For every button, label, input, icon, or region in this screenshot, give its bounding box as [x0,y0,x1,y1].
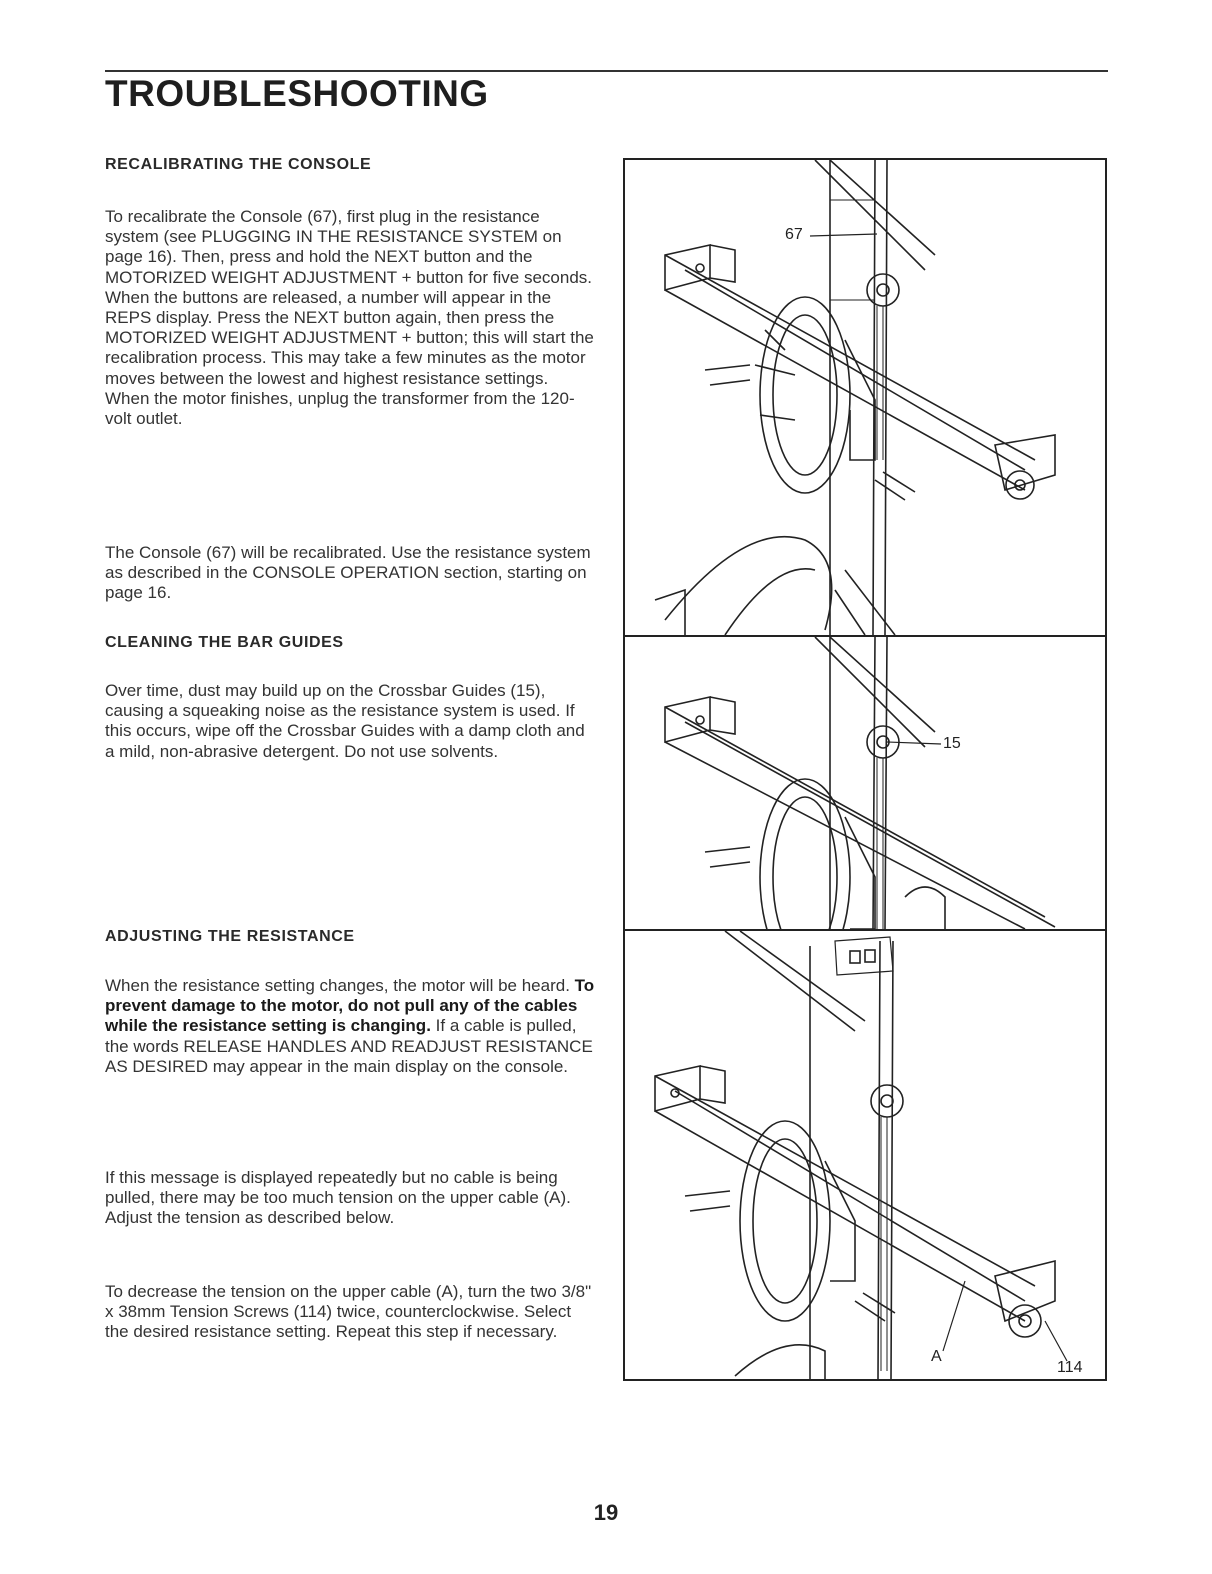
adjusting-paragraph-1 [105,976,595,1077]
adjusting-warning: To prevent damage to the motor, do not pull any of the cables while the resistance setting is changing. [105,976,595,1036]
heading-cleaning: CLEANING THE BAR GUIDES [105,634,344,651]
adjusting-paragraph-1-pre: When the resistance setting changes, the motor will be heard. [105,976,575,995]
adjusting-paragraph-2: If this message is displayed repeatedly but no cable is being pulled, there may be too much tension on the upper cable (A). Adjust the tension as described below. [105,1168,571,1228]
adjusting-paragraph-3: To decrease the tension on the upper cable (A), turn the two 3/8" x 38mm Tension Screws (114) twice, counterclockwise. Select the desired resistance setting. Repeat this step if necessary. [105,1282,592,1342]
bar-guides-illustration [625,637,1105,929]
figure-box [623,158,1107,1381]
heading-adjusting: ADJUSTING THE RESISTANCE [105,928,355,945]
recalibrating-paragraph-1: To recalibrate the Console (67), first plug in the resistance system (see PLUGGING IN THE RESISTANCE SYSTEM on page 16). Then, press and hold the NEXT button and the MOTORIZED WEIGHT ADJUSTMENT + button for five seconds. When the buttons are released, a number will appear in the REPS display. Press the NEXT button again, then press the MOTORIZED WEIGHT ADJUSTMENT + button; this will start the recalibration process. This may take a few minutes as the motor moves between the lowest and highest resistance settings. When the motor finishes, unplug the transformer from the 120-volt outlet. [105,207,594,429]
callout-114: 114 [1057,1359,1083,1376]
callout-67: 67 [785,226,803,243]
callout-a: A [931,1348,942,1365]
recalibrating-paragraph-2: The Console (67) will be recalibrated. Use the resistance system as described in the CONSOLE OPERATION section, starting on page 16. [105,543,591,603]
cleaning-paragraph-1: Over time, dust may build up on the Crossbar Guides (15), causing a squeaking noise as the resistance system is used. If this occurs, wipe off the Crossbar Guides with a damp cloth and a mild, non-abrasive detergent. Do not use solvents. [105,681,585,761]
figure-panel-tension [625,931,1105,1379]
tension-illustration [625,931,1105,1379]
console-illustration [625,160,1105,635]
page-title: TROUBLESHOOTING [105,73,489,114]
heading-recalibrating: RECALIBRATING THE CONSOLE [105,156,372,173]
page-number: 19 [593,1500,619,1525]
figure-panel-console [625,160,1105,637]
adjusting-paragraph-1-post: If a cable is pulled, the words RELEASE HANDLES AND READJUST RESISTANCE AS DESIRED may appear in the main display on the console. [105,1016,593,1076]
callout-15: 15 [943,735,961,752]
figure-panel-bar-guides [625,637,1105,931]
